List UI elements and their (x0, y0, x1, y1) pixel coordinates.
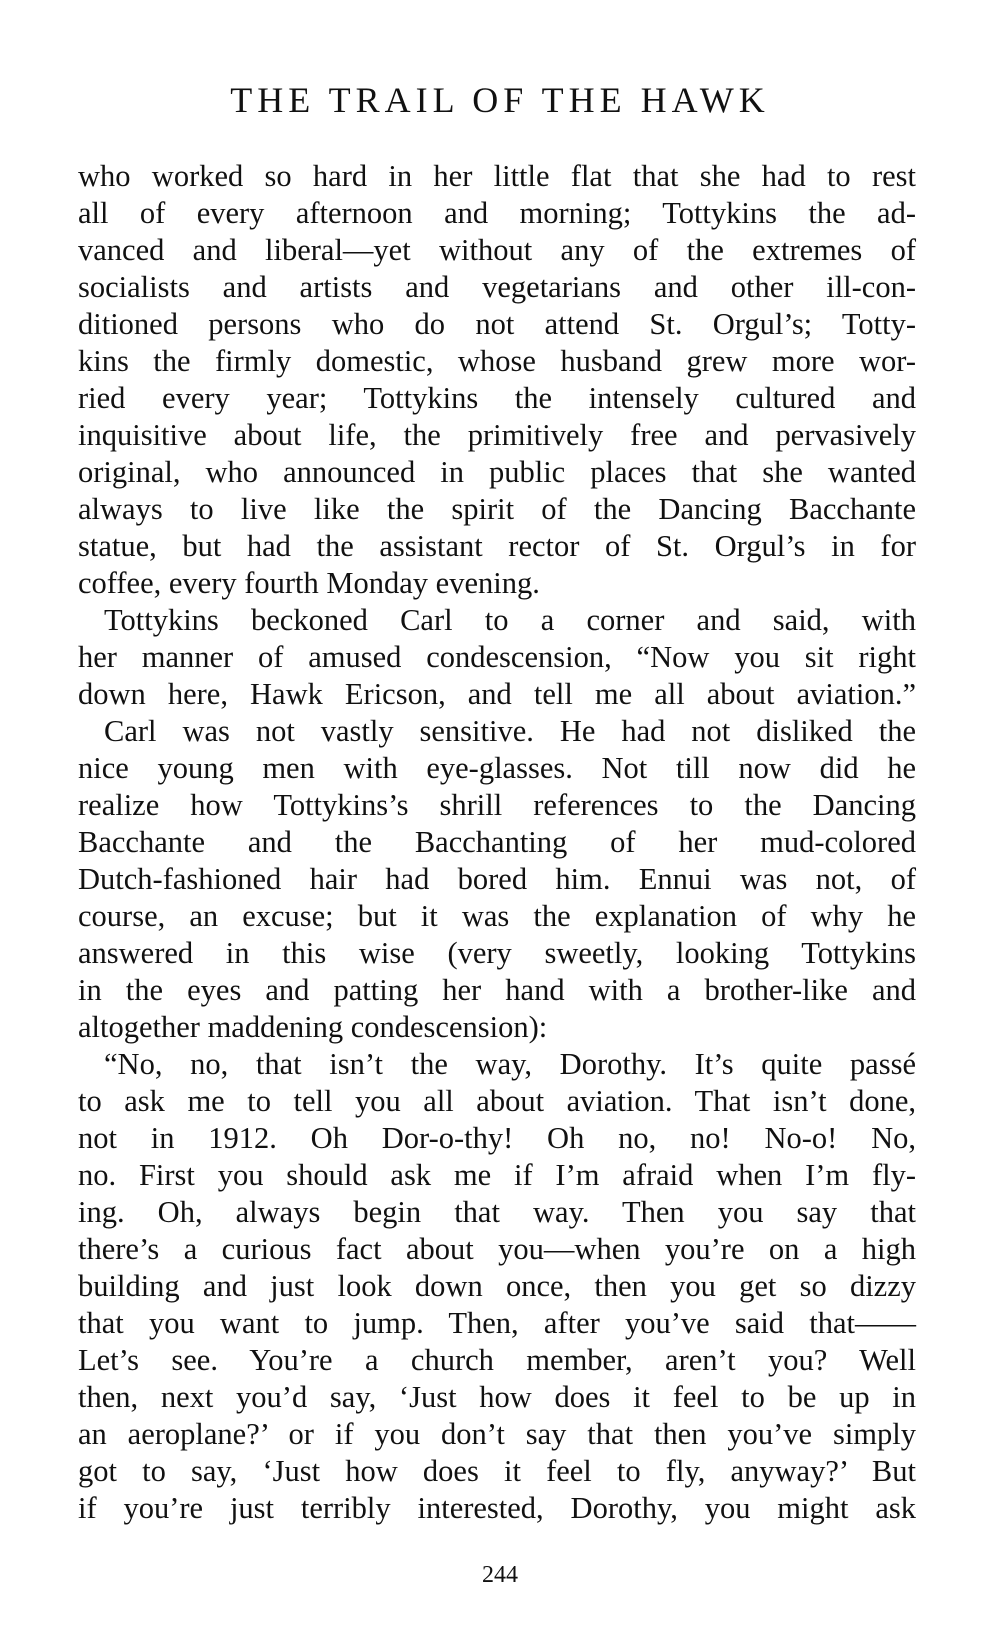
text-line: statue, but had the assistant rector of St. Orgul’s in for (78, 529, 916, 563)
text-line: in the eyes and patting her hand with a brother-like and (78, 973, 916, 1007)
text-line: Carl was not vastly sensitive. He had not disliked the (104, 714, 916, 748)
text-line: inquisitive about life, the primitively free and pervasively (78, 418, 916, 452)
text-line: nice young men with eye-glasses. Not till now did he (78, 751, 916, 785)
text-line: Let’s see. You’re a church member, aren’t you? Well (78, 1343, 916, 1377)
text-line: if you’re just terribly interested, Dorothy, you might ask (78, 1491, 916, 1525)
text-line: Bacchante and the Bacchanting of her mud-colored (78, 825, 916, 859)
body-text (78, 158, 916, 1527)
text-line: vanced and liberal—yet without any of the extremes of (78, 233, 916, 267)
text-line: altogether maddening condescension): (78, 1010, 548, 1044)
text-line: got to say, ‘Just how does it feel to fly, anyway?’ But (78, 1454, 916, 1488)
text-line: “No, no, that isn’t the way, Dorothy. It’s quite passé (104, 1047, 916, 1081)
text-line: that you want to jump. Then, after you’ve said that—— (78, 1306, 916, 1340)
text-line: realize how Tottykins’s shrill references to the Dancing (78, 788, 916, 822)
text-line: an aeroplane?’ or if you don’t say that then you’ve simply (78, 1417, 916, 1451)
text-line: ing. Oh, always begin that way. Then you say that (78, 1195, 916, 1229)
text-line: answered in this wise (very sweetly, looking Tottykins (78, 936, 916, 970)
text-line: ditioned persons who do not attend St. Orgul’s; Totty- (78, 307, 916, 341)
text-line: coffee, every fourth Monday evening. (78, 566, 540, 600)
text-line: building and just look down once, then you get so dizzy (78, 1269, 916, 1303)
text-line: Dutch-fashioned hair had bored him. Ennui was not, of (78, 862, 916, 896)
text-line: who worked so hard in her little flat that she had to rest (78, 159, 916, 193)
text-line: original, who announced in public places that she wanted (78, 455, 916, 489)
text-line: always to live like the spirit of the Dancing Bacchante (78, 492, 916, 526)
text-line: there’s a curious fact about you—when you’re on a high (78, 1232, 916, 1266)
text-line: all of every afternoon and morning; Tottykins the ad- (78, 196, 916, 230)
text-line: then, next you’d say, ‘Just how does it feel to be up in (78, 1380, 916, 1414)
page-number: 244 (482, 1562, 518, 1588)
text-line: course, an excuse; but it was the explanation of why he (78, 899, 916, 933)
text-line: not in 1912. Oh Dor-o-thy! Oh no, no! No-o! No, (78, 1121, 916, 1155)
text-line: ried every year; Tottykins the intensely cultured and (78, 381, 916, 415)
text-line: to ask me to tell you all about aviation. That isn’t done, (78, 1084, 916, 1118)
text-line: down here, Hawk Ericson, and tell me all about aviation.” (78, 677, 916, 711)
text-line: Tottykins beckoned Carl to a corner and said, with (104, 603, 916, 637)
text-line: kins the firmly domestic, whose husband grew more wor- (78, 344, 916, 378)
text-line: socialists and artists and vegetarians and other ill-con- (78, 270, 916, 304)
text-line: no. First you should ask me if I’m afraid when I’m fly- (78, 1158, 916, 1192)
running-head-title: THE TRAIL OF THE HAWK (230, 80, 770, 120)
text-line: her manner of amused condescension, “Now you sit right (78, 640, 916, 674)
